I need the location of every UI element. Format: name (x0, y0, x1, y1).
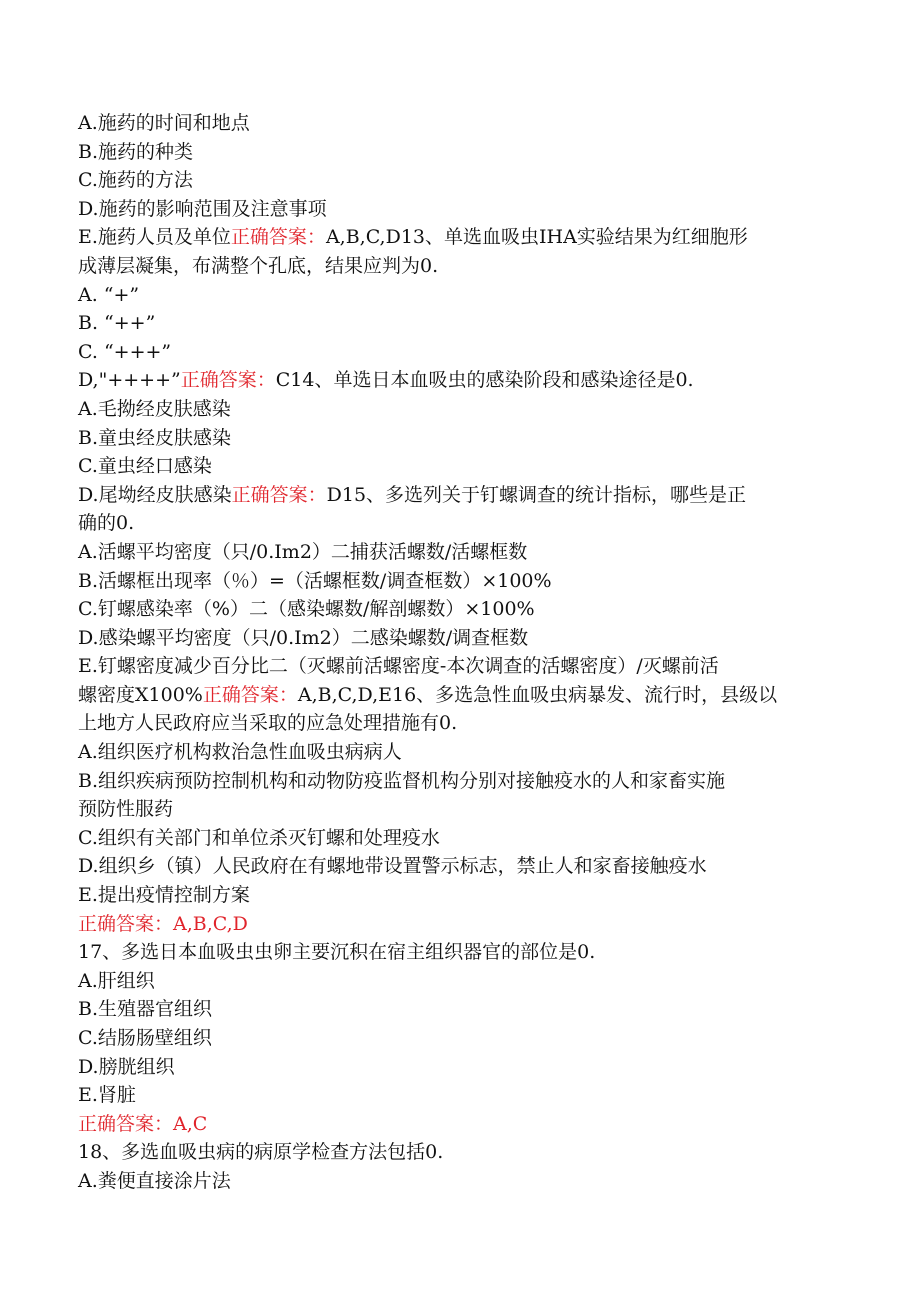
text-segment: A.施药的时间和地点 (78, 112, 250, 134)
text-line (78, 309, 858, 338)
text-line (78, 938, 858, 967)
text-line (78, 481, 858, 510)
text-segment: C.钉螺感染率（%）二（感染螺数/解剖螺数）×100% (78, 598, 535, 621)
text-segment: B.施药的种类 (78, 140, 194, 163)
text-segment: 17、多选日本血吸虫虫卵主要沉积在宿主组织器官的部位是0. (78, 941, 596, 964)
answer-label: 正确答案： (180, 369, 276, 392)
text-line (78, 967, 858, 996)
text-line (78, 1167, 858, 1196)
answer-label: A,B,C,D (173, 912, 248, 935)
text-line (78, 824, 858, 853)
text-segment: E.提出疫情控制方案 (78, 884, 250, 907)
text-line (78, 509, 858, 538)
text-line (78, 252, 858, 281)
text-line (78, 652, 858, 681)
text-segment: A,B,C,D,E16、多选急性血吸虫病暴发、流行时，县级以 (297, 683, 778, 706)
text-line (78, 709, 858, 738)
text-segment: C14、单选日本血吸虫的感染阶段和感染途径是0. (275, 369, 694, 392)
text-segment: 预防性服药 (78, 798, 174, 821)
text-line (78, 852, 858, 881)
text-segment: A,B,C,D13、单选血吸虫IHA实验结果为红细胞形 (325, 226, 748, 249)
text-segment: E.施药人员及单位 (78, 226, 231, 249)
text-line (78, 1138, 858, 1167)
text-segment: D.组织乡（镇）人民政府在有螺地带设置警示标志，禁止人和家畜接触疫水 (78, 855, 707, 878)
text-line (78, 452, 858, 481)
text-line (78, 223, 858, 252)
text-segment: A. “+” (78, 283, 140, 306)
text-line (78, 538, 858, 567)
text-line (78, 681, 858, 710)
answer-label: A,C (173, 1112, 208, 1135)
text-segment: E.钉螺密度减少百分比二（灭螺前活螺密度-本次调查的活螺密度）/灭螺前活 (78, 655, 719, 678)
text-line (78, 795, 858, 824)
text-segment: 确的0. (78, 512, 135, 535)
text-line (78, 109, 858, 138)
text-segment: A.肝组织 (78, 969, 155, 992)
text-segment: C. “+++” (78, 340, 172, 363)
text-segment: A.活螺平均密度（只/0.Im2）二捕获活螺数/活螺框数 (78, 540, 528, 563)
text-line (78, 1081, 858, 1110)
text-line (78, 1110, 858, 1139)
text-line (78, 166, 858, 195)
text-segment: D15、多选列关于钉螺调查的统计指标，哪些是正 (326, 483, 747, 506)
text-line (78, 567, 858, 596)
text-segment: B.组织疾病预防控制机构和动物防疫监督机构分别对接触疫水的人和家畜实施 (78, 769, 726, 792)
text-line (78, 595, 858, 624)
text-segment: D.尾坳经皮肤感染 (78, 483, 232, 506)
text-line (78, 995, 858, 1024)
text-segment: E.肾脏 (78, 1084, 136, 1107)
text-segment: C.结肠肠壁组织 (78, 1027, 212, 1049)
text-segment: D.膀胱组织 (78, 1055, 175, 1078)
text-line (78, 138, 858, 167)
text-line (78, 1053, 858, 1082)
answer-label: 正确答案： (78, 1112, 174, 1135)
text-segment: B.生殖器官组织 (78, 998, 213, 1021)
text-line (78, 395, 858, 424)
text-segment: 螺密度X100% (78, 683, 203, 706)
text-segment: A.组织医疗机构救治急性血吸虫病病人 (78, 741, 402, 764)
text-line (78, 767, 858, 796)
answer-label: 正确答案： (231, 483, 327, 506)
text-segment: B. “++” (78, 312, 156, 335)
text-line (78, 424, 858, 453)
text-segment: 18、多选血吸虫病的病原学检查方法包括0. (78, 1141, 444, 1164)
answer-label: 正确答案： (202, 683, 298, 706)
text-segment: A.粪便直接涂片法 (78, 1169, 231, 1192)
text-segment: B.活螺框出现率（％）=（活螺框数/调查框数）×100% (78, 569, 552, 592)
text-line (78, 910, 858, 939)
text-segment: D,"++++” (78, 369, 181, 392)
document-page (78, 109, 858, 1196)
text-segment: B.童虫经皮肤感染 (78, 426, 232, 449)
text-segment: 上地方人民政府应当采取的应急处理措施有0. (78, 712, 458, 735)
answer-label: 正确答案： (78, 912, 174, 935)
text-segment: D.感染螺平均密度（只/0.Im2）二感染螺数/调查框数 (78, 626, 529, 649)
text-segment: A.毛拗经皮肤感染 (78, 397, 231, 420)
text-segment: 成薄层凝集，布满整个孔底，结果应判为0. (78, 254, 439, 277)
text-line (78, 366, 858, 395)
text-segment: C.组织有关部门和单位杀灭钉螺和处理疫水 (78, 826, 440, 849)
text-line (78, 338, 858, 367)
text-line (78, 624, 858, 653)
text-line (78, 738, 858, 767)
text-line (78, 881, 858, 910)
text-line (78, 281, 858, 310)
text-line (78, 1024, 858, 1053)
text-segment: C.童虫经口感染 (78, 455, 212, 478)
text-line (78, 195, 858, 224)
answer-label: 正确答案： (230, 226, 326, 249)
text-segment: C.施药的方法 (78, 169, 193, 192)
text-segment: D.施药的影响范围及注意事项 (78, 197, 327, 220)
